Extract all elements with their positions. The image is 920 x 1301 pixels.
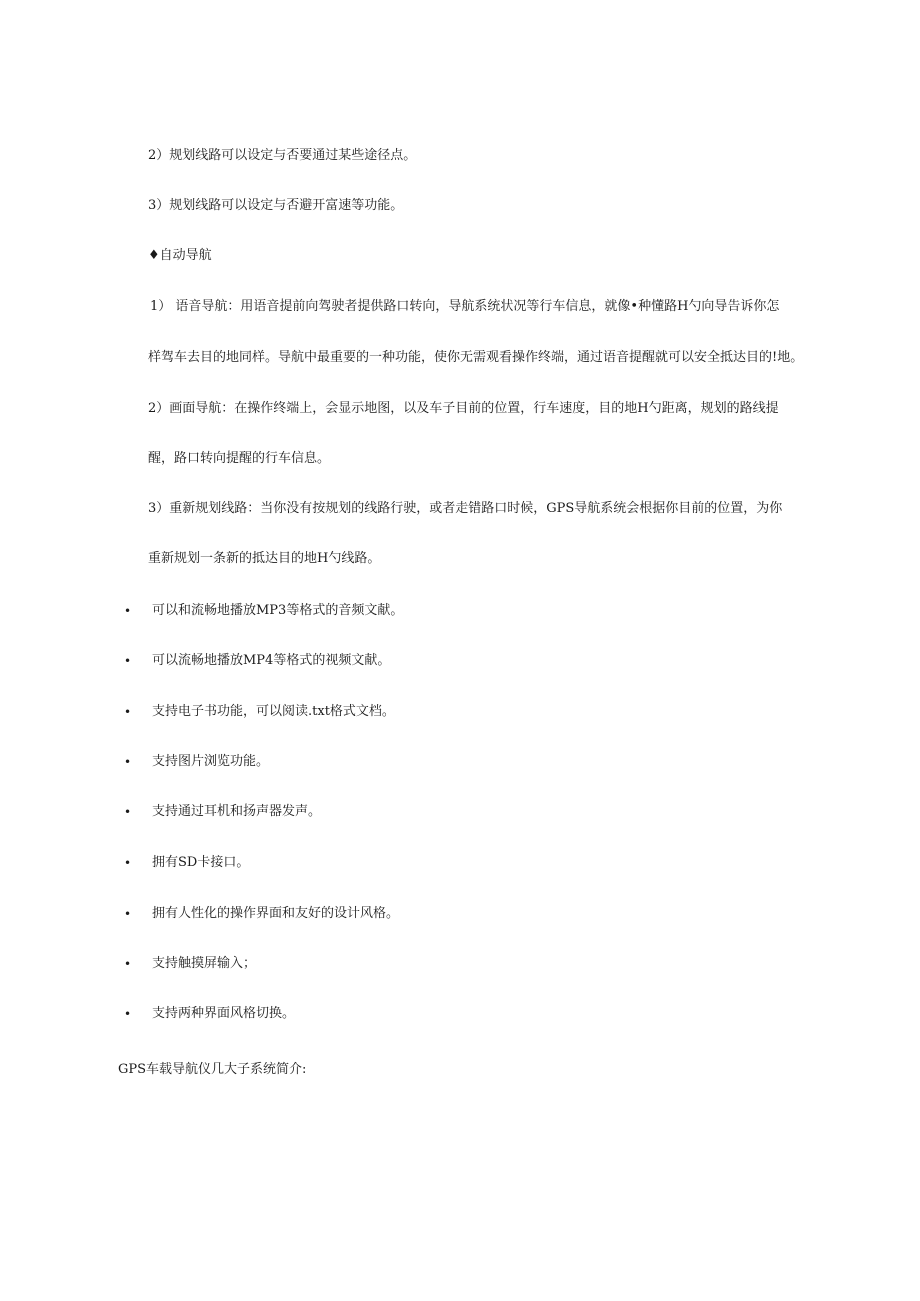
bullet-icon: • bbox=[124, 654, 132, 668]
paragraph-reroute-line1: 3）重新规划线路：当你没有按规划的线路行驶，或者走错路口时候，GPS导航系统会根据你目前的位置，为你 bbox=[148, 501, 783, 516]
paragraph-voice-navigation-line2: 样驾车去目的地同样。导航中最重要的一种功能，使你无需观看操作终端，通过语音提醒就可以安全抵达目的!地。 bbox=[148, 350, 804, 365]
bullet-icon: • bbox=[124, 957, 132, 971]
list-item: 拥有SD卡接口。 bbox=[152, 855, 250, 870]
section-heading-auto-navigation: ♦自动导航 bbox=[148, 248, 212, 263]
section-heading-subsystems: GPS车载导航仪几大子系统简介: bbox=[118, 1062, 307, 1077]
bullet-icon: • bbox=[124, 705, 132, 719]
paragraph-screen-navigation-line1: 2）画面导航：在操作终端上，会显示地图，以及车子目前的位置，行车速度，目的地H勺距离，规划的路线提 bbox=[148, 401, 779, 416]
paragraph-reroute-line2: 重新规划一条新的抵达目的地H勺线路。 bbox=[148, 551, 381, 566]
list-item: 支持两种界面风格切换。 bbox=[152, 1006, 296, 1021]
paragraph-route-avoid: 3）规划线路可以设定与否避开富速等功能。 bbox=[148, 198, 404, 213]
bullet-icon: • bbox=[124, 1007, 132, 1021]
paragraph-screen-navigation-line2: 醒，路口转向提醒的行车信息。 bbox=[148, 451, 331, 466]
list-item: 支持触摸屏输入； bbox=[152, 956, 257, 971]
bullet-icon: • bbox=[124, 907, 132, 921]
paragraph-voice-navigation-line1: 1） 语音导航：用语音提前向驾驶者提供路口转向，导航系统状况等行车信息，就像•种懂路H勺向导告诉你怎 bbox=[150, 299, 780, 314]
list-item: 可以和流畅地播放MP3等格式的音频文献。 bbox=[152, 603, 404, 618]
list-item: 拥有人性化的操作界面和友好的设计风格。 bbox=[152, 906, 400, 921]
bullet-icon: • bbox=[124, 755, 132, 769]
bullet-icon: • bbox=[124, 805, 132, 819]
list-item: 支持图片浏览功能。 bbox=[152, 754, 270, 769]
bullet-icon: • bbox=[124, 604, 132, 618]
list-item: 支持通过耳机和扬声器发声。 bbox=[152, 804, 322, 819]
bullet-icon: • bbox=[124, 856, 132, 870]
list-item: 支持电子书功能，可以阅读.txt格式文档。 bbox=[152, 704, 395, 719]
paragraph-route-waypoints: 2）规划线路可以设定与否要通过某些途径点。 bbox=[148, 148, 417, 163]
list-item: 可以流畅地播放MP4等格式的视频文献。 bbox=[152, 653, 391, 668]
